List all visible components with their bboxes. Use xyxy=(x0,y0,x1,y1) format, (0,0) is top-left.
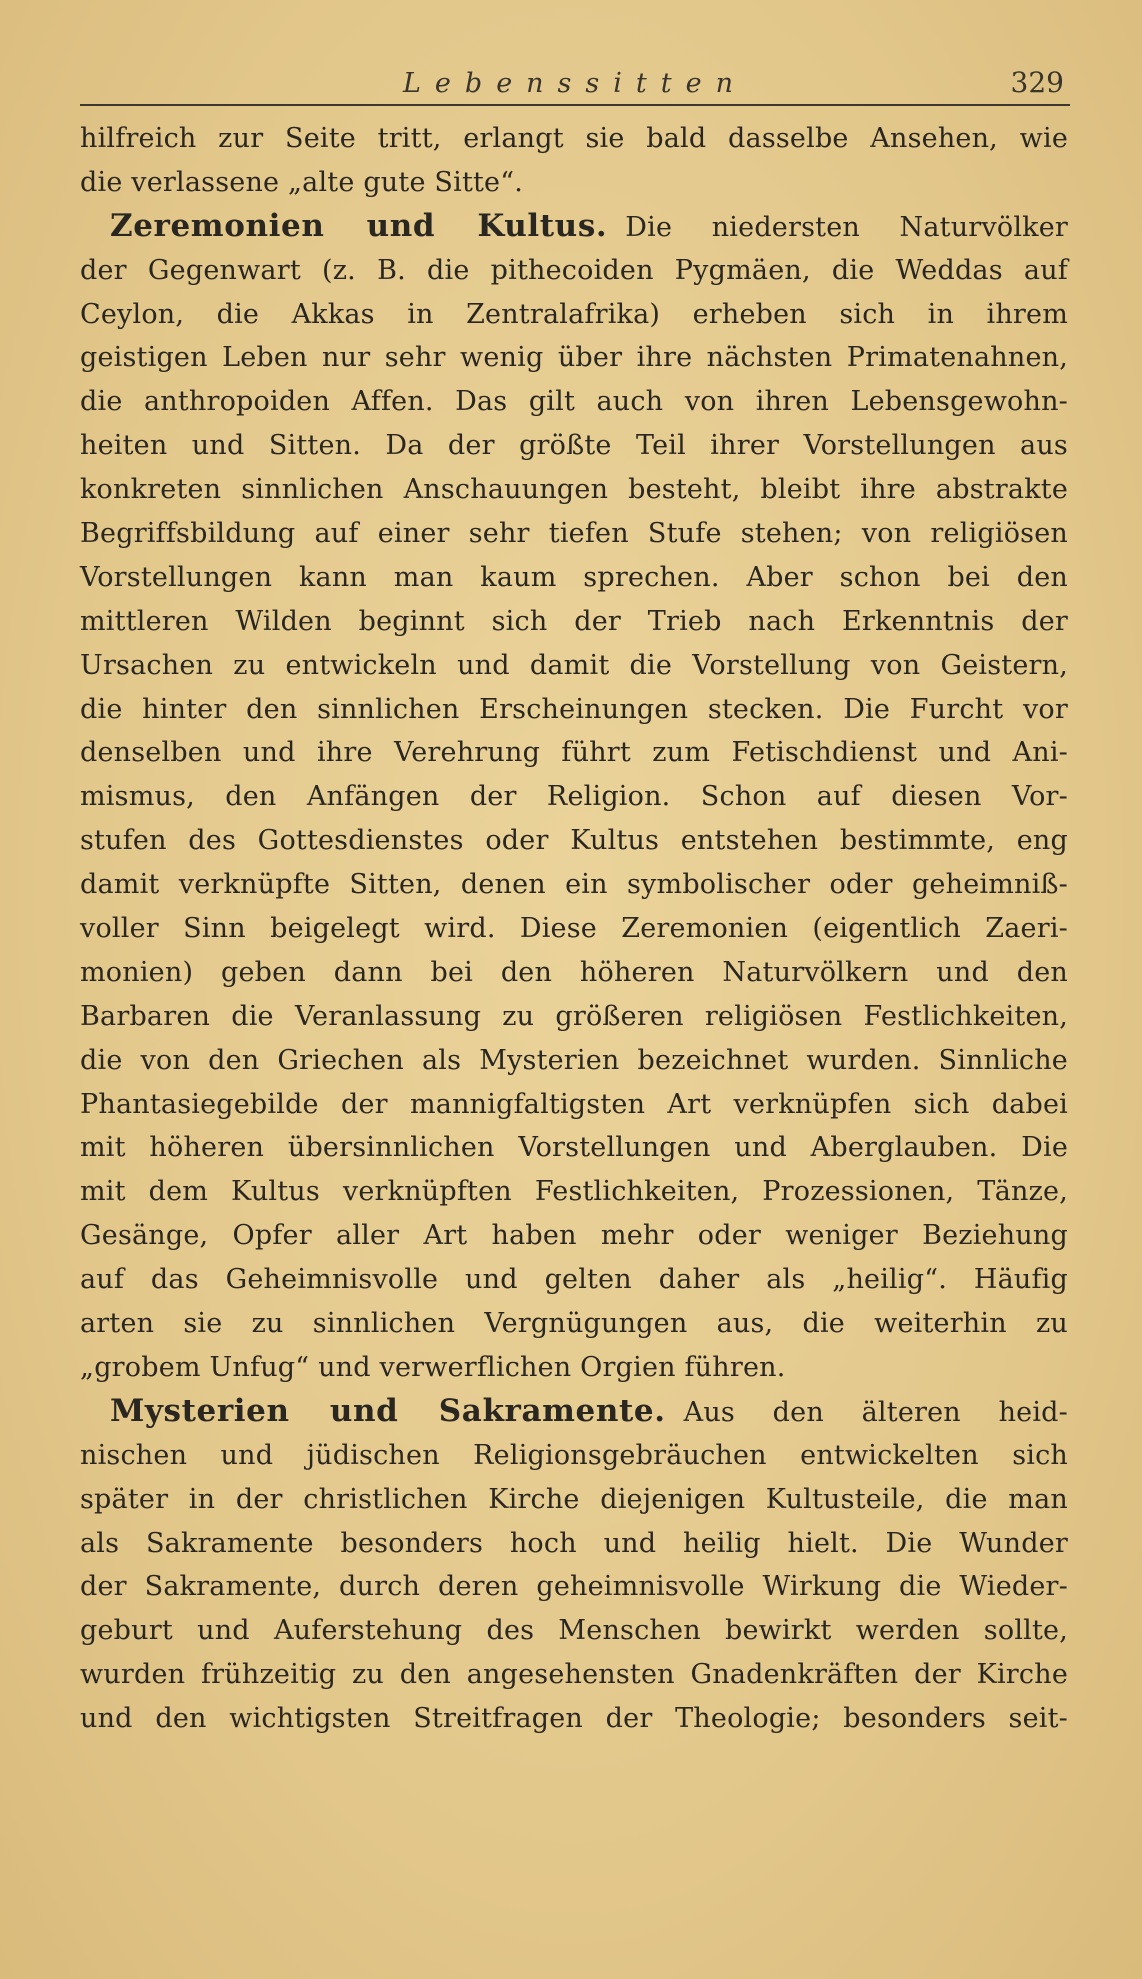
text-line: als Sakramente besonders hoch und heilig hielt. Die Wunder xyxy=(80,1527,1068,1559)
running-header xyxy=(80,62,1070,102)
text-line: die verlassene „alte gute Sitte“. xyxy=(80,166,524,198)
text-line: Ursachen zu entwickeln und damit die Vorstellung von Geistern, xyxy=(80,649,1068,681)
text-line: mit höheren übersinnlichen Vorstellungen und Aberglauben. Die xyxy=(80,1132,1068,1164)
text-line: die hinter den sinnlichen Erscheinungen stecken. Die Furcht vor xyxy=(80,693,1068,725)
text-line: geistigen Leben nur sehr wenig über ihre nächsten Primatenahnen, xyxy=(80,342,1068,374)
text-line: Barbaren die Veranlassung zu größeren religiösen Festlichkeiten, xyxy=(80,1000,1068,1032)
text-line: auf das Geheimnisvolle und gelten daher als „heilig“. Häufig xyxy=(80,1264,1068,1296)
text-line: monien) geben dann bei den höheren Naturvölkern und den xyxy=(80,956,1068,988)
text-line: der Sakramente, durch deren geheimnisvolle Wirkung die Wieder- xyxy=(80,1571,1068,1603)
text-line: Phantasiegebilde der mannigfaltigsten Art verknüpfen sich dabei xyxy=(80,1088,1068,1120)
paragraph-first-line xyxy=(80,1390,1068,1434)
text-line: mismus, den Anfängen der Religion. Schon auf diesen Vor- xyxy=(80,781,1068,813)
text-line: voller Sinn beigelegt wird. Diese Zeremonien (eigentlich Zaeri- xyxy=(80,913,1068,945)
text-line: nischen und jüdischen Religionsgebräuchen entwickelten sich xyxy=(80,1439,1068,1471)
section-heading: Zeremonien und Kultus. xyxy=(110,207,608,244)
page-number: 329 xyxy=(1010,66,1064,99)
text-line: geburt und Auferstehung des Menschen bewirkt werden sollte, xyxy=(80,1615,1068,1647)
text-line: heiten und Sitten. Da der größte Teil ihrer Vorstellungen aus xyxy=(80,430,1068,462)
header-rule xyxy=(80,104,1070,106)
text-line: damit verknüpfte Sitten, denen ein symbolischer oder geheimniß- xyxy=(80,869,1068,901)
text-line: Begriffsbildung auf einer sehr tiefen Stufe stehen; von religiösen xyxy=(80,518,1068,550)
paragraph-first-line xyxy=(80,205,1068,249)
text-line: und den wichtigsten Streitfragen der Theologie; besonders seit- xyxy=(80,1703,1068,1735)
text-line: der Gegenwart (z. B. die pithecoiden Pygmäen, die Weddas auf xyxy=(80,254,1068,286)
text-line: Ceylon, die Akkas in Zentralafrika) erheben sich in ihrem xyxy=(80,298,1068,330)
text-line: später in der christlichen Kirche diejenigen Kultusteile, die man xyxy=(80,1483,1068,1515)
text-span: Aus den älteren heid- xyxy=(683,1396,1068,1428)
body-text xyxy=(80,117,1068,1741)
text-line: die anthropoiden Affen. Das gilt auch von ihren Lebensgewohn- xyxy=(80,386,1068,418)
text-line: konkreten sinnlichen Anschauungen besteht, bleibt ihre abstrakte xyxy=(80,474,1068,506)
text-line: „grobem Unfug“ und verwerflichen Orgien führen. xyxy=(80,1351,786,1383)
text-line: denselben und ihre Verehrung führt zum Fetischdienst und Ani- xyxy=(80,737,1068,769)
text-line: stufen des Gottesdienstes oder Kultus entstehen bestimmte, eng xyxy=(80,825,1068,857)
text-line: wurden frühzeitig zu den angesehensten Gnadenkräften der Kirche xyxy=(80,1659,1068,1691)
text-line: Gesänge, Opfer aller Art haben mehr oder weniger Beziehung xyxy=(80,1220,1068,1252)
text-line: arten sie zu sinnlichen Vergnügungen aus, die weiterhin zu xyxy=(80,1308,1068,1340)
section-heading: Mysterien und Sakramente. xyxy=(110,1392,666,1429)
text-span: Die niedersten Naturvölker xyxy=(625,211,1068,243)
text-line: mit dem Kultus verknüpften Festlichkeiten, Prozessionen, Tänze, xyxy=(80,1176,1068,1208)
text-line: Vorstellungen kann man kaum sprechen. Aber schon bei den xyxy=(80,561,1068,593)
running-title: Lebenssitten xyxy=(403,68,747,99)
text-line: hilfreich zur Seite tritt, erlangt sie bald dasselbe Ansehen, wie xyxy=(80,123,1068,154)
text-line: die von den Griechen als Mysterien bezeichnet wurden. Sinnliche xyxy=(80,1044,1068,1076)
text-line: mittleren Wilden beginnt sich der Trieb nach Erkenntnis der xyxy=(80,605,1068,637)
